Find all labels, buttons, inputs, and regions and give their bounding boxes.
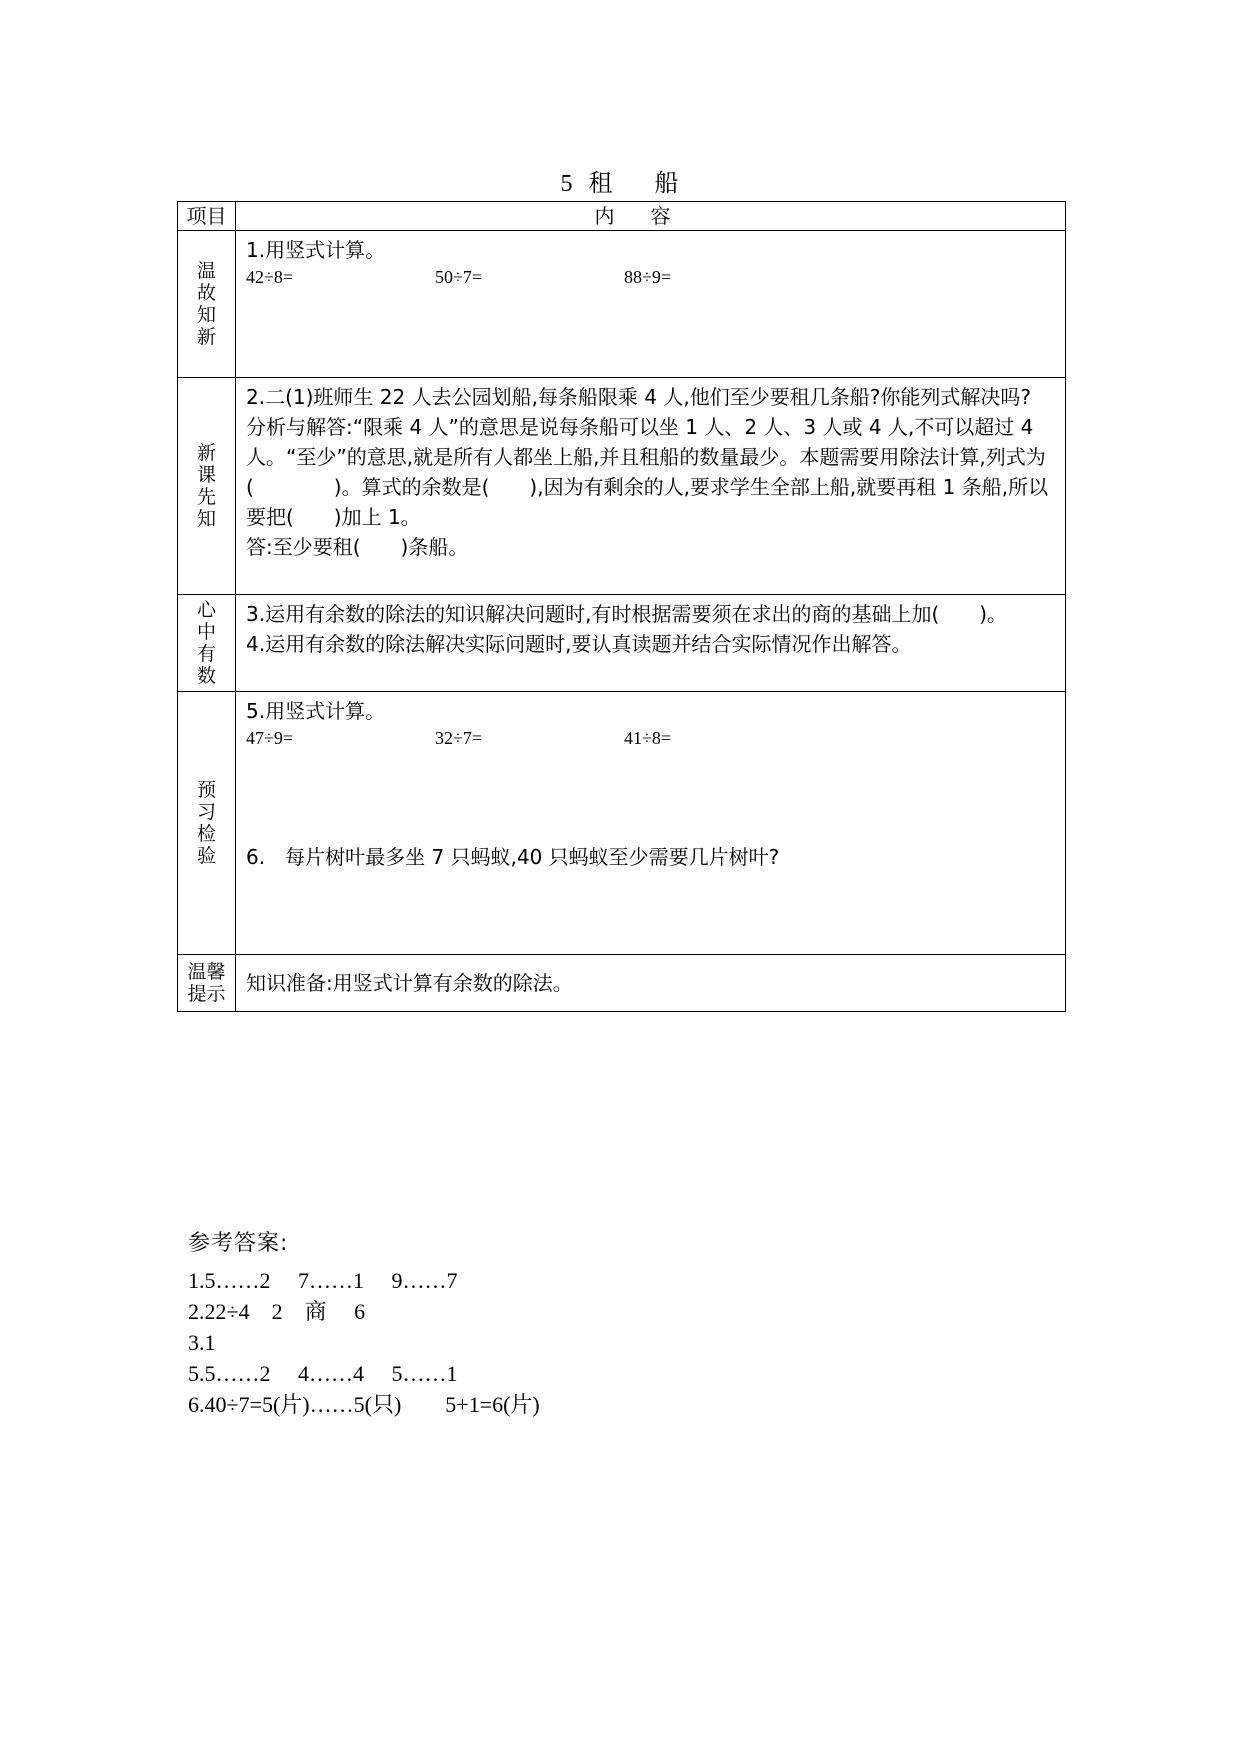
question-4: 4.运用有余数的除法解决实际问题时,要认真读题并结合实际情况作出解答。 (246, 632, 912, 656)
table-row-key-points (178, 595, 1066, 692)
calc-expression: 50÷7= (435, 267, 483, 287)
worksheet-table (177, 201, 1066, 1012)
header-item: 项目 (178, 202, 236, 231)
row-content-key-points (236, 595, 1066, 692)
row-label-preview-check: 预习检验 (178, 692, 236, 955)
calc-expression: 41÷8= (624, 728, 672, 748)
row-content-review (236, 231, 1066, 378)
row-content-new-lesson (236, 378, 1066, 595)
table-row-tip (178, 955, 1066, 1012)
tip-text: 知识准备:用竖式计算有余数的除法。 (246, 971, 573, 995)
calc-expression: 32÷7= (435, 728, 483, 748)
header-content: 内容 (236, 202, 1066, 231)
answer-line: 1.5……2 7……1 9……7 (188, 1268, 458, 1293)
answer-text: 答:至少要租( )条船。 (246, 535, 469, 559)
lesson-number: 5 (560, 171, 575, 197)
row-label-review: 温故知新 (178, 231, 236, 378)
table-header-row (178, 202, 1066, 231)
answer-line: 3.1 (188, 1330, 216, 1355)
answers-heading: 参考答案: (188, 1231, 289, 1256)
answer-line: 6.40÷7=5(片)……5(只) 5+1=6(片) (188, 1392, 540, 1417)
answer-line: 5.5……2 4……4 5……1 (188, 1361, 458, 1386)
analysis-text: 分析与解答:“限乘 4 人”的意思是说每条船可以坐 1 人、2 人、3 人或 4 人,不可以超过 4 人。“至少”的意思,就是所有人都坐上船,并且租船的数量最少。本题需要用除法计算,列式为( )。算式的余数是( ),因为有剩余的人,要求学生全部上船,就要再租 1 条船,所以要把( )加上 1。 (246, 415, 1049, 529)
question-2: 2.二(1)班师生 22 人去公园划船,每条船限乘 4 人,他们至少要租几条船?你能列式解决吗? (246, 385, 1031, 409)
row-label-key-points: 心中有数 (178, 595, 236, 692)
table-row-new-lesson (178, 378, 1066, 595)
answer-line: 2.22÷4 2 商 6 (188, 1299, 366, 1324)
row-label-new-lesson: 新课先知 (178, 378, 236, 595)
calc-row-2 (246, 726, 1055, 750)
calc-expression: 42÷8= (246, 267, 294, 287)
row-content-preview-check (236, 692, 1066, 955)
calc-expression: 88÷9= (624, 267, 672, 287)
table-row-preview-check (178, 692, 1066, 955)
table-row-review (178, 231, 1066, 378)
reference-answers (188, 1226, 540, 1420)
title-char-2: 船 (654, 169, 681, 197)
row-content-tip (236, 955, 1066, 1012)
question-5: 5.用竖式计算。 (246, 699, 386, 723)
question-1: 1.用竖式计算。 (246, 238, 386, 262)
question-6: 6. 每片树叶最多坐 7 只蚂蚁,40 只蚂蚁至少需要几片树叶? (246, 845, 780, 869)
row-label-tip: 温馨提示 (178, 955, 236, 1012)
page-title (0, 163, 1241, 198)
title-char-1: 租 (588, 169, 615, 197)
calc-expression: 47÷9= (246, 728, 294, 748)
calc-row-1 (246, 265, 1055, 289)
question-3: 3.运用有余数的除法的知识解决问题时,有时根据需要须在求出的商的基础上加( )。 (246, 602, 1008, 626)
